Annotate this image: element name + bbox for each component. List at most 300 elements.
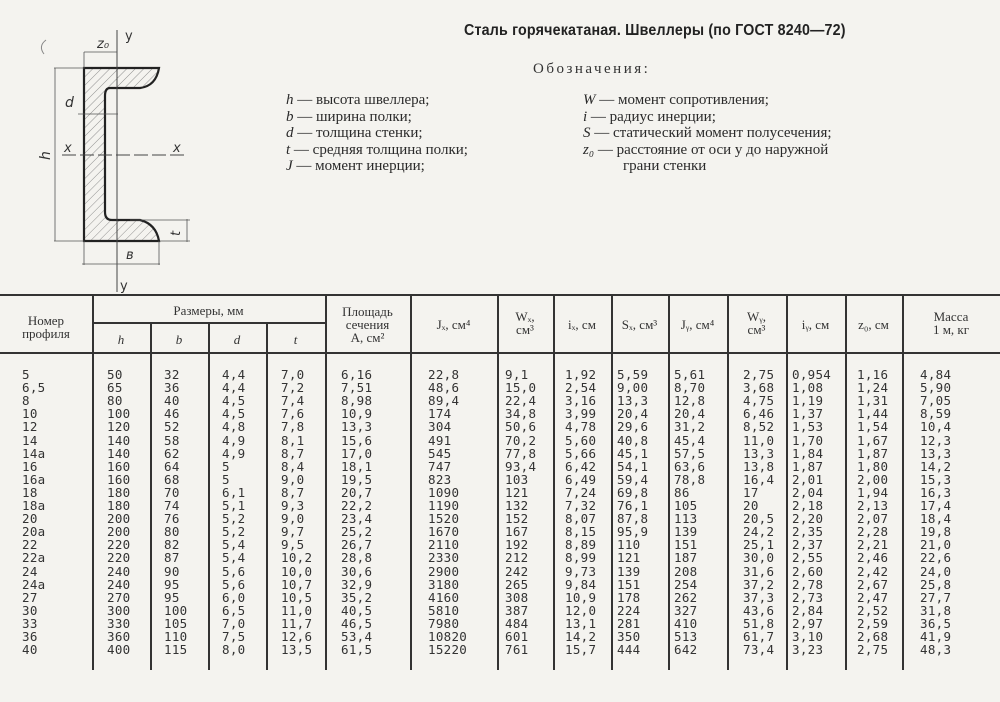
cell-b: 80 xyxy=(164,524,180,540)
cell-area: 35,2 xyxy=(341,589,373,605)
cell-Sx: 76,1 xyxy=(617,498,649,513)
cell-d: 4,5 xyxy=(222,393,246,409)
cell-Sx: 444 xyxy=(617,642,641,658)
cell-b: 58 xyxy=(164,432,180,448)
cell-ix: 4,78 xyxy=(565,419,597,435)
cell-area: 15,6 xyxy=(341,432,373,448)
z0-label: z₀ xyxy=(97,37,110,52)
cell-profile: 14a xyxy=(22,445,46,461)
cell-ix: 8,15 xyxy=(565,524,597,540)
cell-profile: 24a xyxy=(22,576,46,592)
cell-profile: 6,5 xyxy=(22,380,46,396)
column-divider xyxy=(668,294,670,670)
cell-d: 5,4 xyxy=(222,537,246,553)
cell-Sx: 54,1 xyxy=(617,458,649,474)
cell-Jy: 151 xyxy=(674,537,698,553)
cell-z0: 1,67 xyxy=(857,432,889,448)
cell-Jx: 7980 xyxy=(428,615,460,631)
cell-Jy: 254 xyxy=(674,576,698,592)
cell-h: 240 xyxy=(107,576,131,592)
cell-d: 8,0 xyxy=(222,642,246,658)
cell-Jx: 1090 xyxy=(428,484,460,500)
cell-Wx: 103 xyxy=(505,471,529,487)
cell-z0: 1,54 xyxy=(857,419,889,435)
cell-area: 13,3 xyxy=(341,419,373,435)
cell-Sx: 110 xyxy=(617,537,641,553)
cell-iy: 1,37 xyxy=(792,406,824,422)
cell-Wy: 37,2 xyxy=(743,576,775,592)
cell-ix: 3,16 xyxy=(565,393,597,409)
column-divider xyxy=(208,323,210,670)
cell-z0: 2,28 xyxy=(857,524,889,540)
cell-d: 5,2 xyxy=(222,511,246,527)
cell-area: 53,4 xyxy=(341,629,373,644)
cell-z0: 2,47 xyxy=(857,589,889,605)
cell-Sx: 87,8 xyxy=(617,511,649,527)
column-divider xyxy=(786,294,788,670)
cell-Sx: 40,8 xyxy=(617,432,649,448)
cell-mass: 8,59 xyxy=(920,406,952,422)
cell-b: 76 xyxy=(164,511,180,527)
cell-Sx: 121 xyxy=(617,550,641,566)
channel-section-diagram xyxy=(0,0,220,295)
legend-item-b: b — ширина полки; xyxy=(286,108,412,125)
cell-h: 240 xyxy=(107,563,131,579)
column-divider xyxy=(266,323,268,670)
cell-mass: 18,4 xyxy=(920,511,952,527)
cell-mass: 7,05 xyxy=(920,393,952,409)
cell-Sx: 59,4 xyxy=(617,471,649,487)
cell-Wx: 152 xyxy=(505,511,529,527)
cell-Sx: 139 xyxy=(617,563,641,579)
cell-profile: 24 xyxy=(22,563,38,579)
cell-Jx: 747 xyxy=(428,458,452,474)
cell-d: 4,4 xyxy=(222,367,246,382)
cell-b: 62 xyxy=(164,445,180,461)
cell-Wy: 3,68 xyxy=(743,380,775,396)
cell-Jy: 410 xyxy=(674,615,698,631)
y-top-label: y xyxy=(125,29,133,44)
cell-d: 4,9 xyxy=(222,445,246,461)
cell-h: 330 xyxy=(107,615,131,631)
cell-d: 5 xyxy=(222,471,230,487)
cell-Jy: 113 xyxy=(674,511,698,527)
cell-Jx: 89,4 xyxy=(428,393,460,409)
column-divider xyxy=(902,294,904,670)
legend-item-S: S — статический момент полусечения; xyxy=(583,125,832,141)
cell-area: 30,6 xyxy=(341,563,373,579)
cell-iy: 2,97 xyxy=(792,615,824,631)
cell-d: 4,9 xyxy=(222,432,246,448)
cell-d: 5,6 xyxy=(222,576,246,592)
cell-t: 9,0 xyxy=(281,511,305,527)
cell-Sx: 224 xyxy=(617,602,641,618)
header-profile: Номер профиля xyxy=(22,313,70,341)
cell-Wy: 43,6 xyxy=(743,602,775,618)
cell-mass: 16,3 xyxy=(920,484,952,500)
cell-ix: 9,84 xyxy=(565,576,597,592)
cell-Wy: 73,4 xyxy=(743,642,775,658)
cell-h: 200 xyxy=(107,524,131,540)
cell-area: 19,5 xyxy=(341,471,373,487)
cell-mass: 27,7 xyxy=(920,589,952,605)
cell-ix: 7,24 xyxy=(565,484,597,500)
cell-profile: 10 xyxy=(22,406,38,422)
cell-h: 360 xyxy=(107,629,131,644)
cell-h: 200 xyxy=(107,511,131,527)
column-divider xyxy=(92,294,94,670)
cell-Jy: 78,8 xyxy=(674,471,706,487)
cell-z0: 2,68 xyxy=(857,629,889,644)
cell-Jy: 63,6 xyxy=(674,458,706,474)
cell-Jy: 513 xyxy=(674,629,698,644)
header-Jx: Jₓ, см⁴ xyxy=(436,317,471,332)
cell-Jx: 1190 xyxy=(428,498,460,513)
cell-t: 9,0 xyxy=(281,471,305,487)
cell-Jx: 823 xyxy=(428,471,452,487)
cell-ix: 5,66 xyxy=(565,445,597,461)
cell-Sx: 20,4 xyxy=(617,406,649,422)
cell-Sx: 69,8 xyxy=(617,484,649,500)
x-right-label: x xyxy=(173,141,181,156)
cell-Wx: 387 xyxy=(505,602,529,618)
cell-d: 4,4 xyxy=(222,380,246,396)
cell-Wx: 132 xyxy=(505,498,529,513)
cell-t: 8,7 xyxy=(281,445,305,461)
cell-iy: 2,18 xyxy=(792,498,824,513)
legend-right xyxy=(583,92,832,175)
cell-ix: 15,7 xyxy=(565,642,597,658)
cell-Wx: 242 xyxy=(505,563,529,579)
cell-Wx: 9,1 xyxy=(505,367,529,382)
cell-mass: 14,2 xyxy=(920,458,952,474)
cell-t: 11,7 xyxy=(281,615,313,631)
cell-t: 10,2 xyxy=(281,550,313,566)
cell-z0: 2,42 xyxy=(857,563,889,579)
cell-Jx: 2900 xyxy=(428,563,460,579)
cell-profile: 27 xyxy=(22,589,38,605)
cell-Wy: 25,1 xyxy=(743,537,775,553)
cell-iy: 2,37 xyxy=(792,537,824,553)
cell-t: 7,4 xyxy=(281,393,305,409)
cell-Sx: 13,3 xyxy=(617,393,649,409)
cell-Jx: 545 xyxy=(428,445,452,461)
cell-t: 10,5 xyxy=(281,589,313,605)
cell-z0: 1,44 xyxy=(857,406,889,422)
cell-b: 32 xyxy=(164,367,180,382)
legend-item-z0-cont: грани стенки xyxy=(623,158,707,174)
cell-Wx: 167 xyxy=(505,524,529,540)
cell-z0: 2,52 xyxy=(857,602,889,618)
cell-profile: 16 xyxy=(22,458,38,474)
cell-ix: 5,60 xyxy=(565,432,597,448)
cell-b: 36 xyxy=(164,380,180,396)
cell-area: 23,4 xyxy=(341,511,373,527)
cell-mass: 15,3 xyxy=(920,471,952,487)
cell-z0: 2,07 xyxy=(857,511,889,527)
cell-Wx: 265 xyxy=(505,576,529,592)
cell-h: 100 xyxy=(107,406,131,422)
cell-h: 180 xyxy=(107,484,131,500)
cell-Sx: 95,9 xyxy=(617,524,649,540)
cell-h: 160 xyxy=(107,471,131,487)
cell-t: 13,5 xyxy=(281,642,313,658)
cell-Wy: 16,4 xyxy=(743,471,775,487)
cell-area: 46,5 xyxy=(341,615,373,631)
cell-d: 6,0 xyxy=(222,589,246,605)
cell-d: 7,5 xyxy=(222,629,246,644)
cell-h: 80 xyxy=(107,393,123,409)
cell-mass: 13,3 xyxy=(920,445,952,461)
cell-Jx: 1520 xyxy=(428,511,460,527)
legend-item-J: J — момент инерции; xyxy=(286,158,425,174)
cell-b: 64 xyxy=(164,458,180,474)
header-ix: iₓ, см xyxy=(568,317,596,332)
cell-Wy: 51,8 xyxy=(743,615,775,631)
cell-Jy: 642 xyxy=(674,642,698,658)
cell-h: 50 xyxy=(107,367,123,382)
cell-Wx: 70,2 xyxy=(505,432,537,448)
header-b: b xyxy=(175,332,183,347)
cell-profile: 22 xyxy=(22,537,38,553)
cell-Jy: 208 xyxy=(674,563,698,579)
cell-profile: 20a xyxy=(22,524,46,540)
cell-z0: 1,24 xyxy=(857,380,889,396)
cell-Wy: 20 xyxy=(743,498,759,513)
cell-mass: 17,4 xyxy=(920,498,952,513)
cell-ix: 12,0 xyxy=(565,602,597,618)
legend-item-t: t — средняя толщина полки; xyxy=(286,141,468,158)
cell-ix: 6,49 xyxy=(565,471,597,487)
column-divider xyxy=(497,294,499,670)
cell-area: 6,16 xyxy=(341,367,373,382)
cell-Jx: 15220 xyxy=(428,642,468,658)
h-label: h xyxy=(38,151,54,160)
cell-Jx: 1670 xyxy=(428,524,460,540)
cell-Jx: 304 xyxy=(428,419,452,435)
header-h: h xyxy=(117,332,125,347)
cell-Wx: 308 xyxy=(505,589,529,605)
cell-h: 220 xyxy=(107,537,131,553)
cell-z0: 2,46 xyxy=(857,550,889,566)
cell-profile: 36 xyxy=(22,629,38,644)
header-iy: iᵧ, см xyxy=(801,317,830,332)
cell-d: 5,2 xyxy=(222,524,246,540)
cell-d: 7,0 xyxy=(222,615,246,631)
cell-b: 46 xyxy=(164,406,180,422)
cell-area: 26,7 xyxy=(341,537,373,553)
cell-t: 8,1 xyxy=(281,432,305,448)
header-z0: z₀, см xyxy=(858,317,889,332)
cell-mass: 21,0 xyxy=(920,537,952,553)
cell-profile: 12 xyxy=(22,419,38,435)
header-Wx: Wₓ, см³ xyxy=(515,309,535,337)
cell-Sx: 178 xyxy=(617,589,641,605)
cell-ix: 14,2 xyxy=(565,629,597,644)
cell-Wx: 601 xyxy=(505,629,529,644)
header-Jy: Jᵧ, см⁴ xyxy=(680,317,715,332)
legend-left xyxy=(286,92,468,175)
cell-iy: 2,01 xyxy=(792,471,824,487)
y-bottom-label: y xyxy=(120,279,128,294)
cell-Jy: 187 xyxy=(674,550,698,566)
cell-b: 74 xyxy=(164,498,180,513)
cell-mass: 12,3 xyxy=(920,432,952,448)
cell-Jx: 4160 xyxy=(428,589,460,605)
legend-item-h: h — высота швеллера; xyxy=(286,92,430,108)
legend-item-W: W — момент сопротивления; xyxy=(583,92,769,108)
cell-area: 17,0 xyxy=(341,445,373,461)
cell-mass: 10,4 xyxy=(920,419,952,435)
cell-profile: 18 xyxy=(22,484,38,500)
cell-Jy: 20,4 xyxy=(674,406,706,422)
cell-iy: 2,78 xyxy=(792,576,824,592)
cell-Sx: 29,6 xyxy=(617,419,649,435)
cell-h: 140 xyxy=(107,445,131,461)
cell-iy: 2,04 xyxy=(792,484,824,500)
cell-t: 8,7 xyxy=(281,484,305,500)
cell-t: 11,0 xyxy=(281,602,313,618)
column-divider xyxy=(325,294,327,670)
cell-Wy: 6,46 xyxy=(743,406,775,422)
cell-d: 4,8 xyxy=(222,419,246,435)
legend-item-d: d — толщина стенки; xyxy=(286,125,423,141)
t-label: t xyxy=(169,230,184,236)
cell-area: 61,5 xyxy=(341,642,373,658)
cell-profile: 14 xyxy=(22,432,38,448)
cell-area: 25,2 xyxy=(341,524,373,540)
cell-Jx: 2110 xyxy=(428,537,460,553)
cell-z0: 2,67 xyxy=(857,576,889,592)
cell-Sx: 281 xyxy=(617,615,641,631)
cell-b: 95 xyxy=(164,576,180,592)
cell-Wx: 50,6 xyxy=(505,419,537,435)
cell-Wy: 37,3 xyxy=(743,589,775,605)
cell-area: 10,9 xyxy=(341,406,373,422)
cell-d: 6,1 xyxy=(222,484,246,500)
cell-b: 82 xyxy=(164,537,180,553)
cell-ix: 1,92 xyxy=(565,367,597,382)
cell-Jy: 139 xyxy=(674,524,698,540)
cell-ix: 9,73 xyxy=(565,563,597,579)
cell-Jx: 48,6 xyxy=(428,380,460,396)
cell-Jy: 8,70 xyxy=(674,380,706,396)
cell-Sx: 45,1 xyxy=(617,445,649,461)
cell-t: 12,6 xyxy=(281,629,313,644)
cell-Wy: 13,8 xyxy=(743,458,775,474)
cell-Sx: 9,00 xyxy=(617,380,649,396)
cell-Wx: 484 xyxy=(505,615,529,631)
cell-Sx: 151 xyxy=(617,576,641,592)
header-Sx: Sₓ, см³ xyxy=(621,317,658,332)
cell-Wx: 34,8 xyxy=(505,406,537,422)
cell-Jy: 31,2 xyxy=(674,419,706,435)
cell-iy: 1,08 xyxy=(792,380,824,396)
cell-mass: 22,6 xyxy=(920,550,952,566)
cell-b: 100 xyxy=(164,602,188,618)
header-area: Площадь сечения A, см² xyxy=(342,304,393,345)
cell-z0: 1,80 xyxy=(857,458,889,474)
cell-ix: 3,99 xyxy=(565,406,597,422)
cell-ix: 6,42 xyxy=(565,458,597,474)
cell-profile: 40 xyxy=(22,642,38,658)
cell-iy: 3,23 xyxy=(792,642,824,658)
cell-Jy: 327 xyxy=(674,602,698,618)
cell-area: 28,8 xyxy=(341,550,373,566)
cell-profile: 30 xyxy=(22,602,38,618)
cell-Jy: 86 xyxy=(674,484,690,500)
cell-ix: 10,9 xyxy=(565,589,597,605)
cell-Wx: 121 xyxy=(505,484,529,500)
cell-Sx: 5,59 xyxy=(617,367,649,382)
cell-Wy: 13,3 xyxy=(743,445,775,461)
cell-t: 10,7 xyxy=(281,576,313,592)
cell-h: 270 xyxy=(107,589,131,605)
cell-ix: 8,07 xyxy=(565,511,597,527)
cell-Wy: 2,75 xyxy=(743,367,775,382)
cell-z0: 2,59 xyxy=(857,615,889,631)
cell-Wy: 4,75 xyxy=(743,393,775,409)
cell-iy: 1,70 xyxy=(792,432,824,448)
cell-iy: 1,53 xyxy=(792,419,824,435)
column-divider xyxy=(553,294,555,670)
legend-item-z0: z₀ — расстояние от оси y до наружной xyxy=(583,141,829,158)
cell-Wx: 15,0 xyxy=(505,380,537,396)
cell-d: 5,1 xyxy=(222,498,246,513)
legend-item-i: i — радиус инерции; xyxy=(583,108,716,125)
cell-Wy: 17 xyxy=(743,484,759,500)
cell-iy: 2,60 xyxy=(792,563,824,579)
cell-h: 180 xyxy=(107,498,131,513)
d-label: d xyxy=(65,95,74,111)
cell-b: 87 xyxy=(164,550,180,566)
cell-t: 8,4 xyxy=(281,458,305,474)
cell-area: 8,98 xyxy=(341,393,373,409)
cell-Wx: 77,8 xyxy=(505,445,537,461)
cell-b: 52 xyxy=(164,419,180,435)
cell-h: 160 xyxy=(107,458,131,474)
cell-z0: 1,31 xyxy=(857,393,889,409)
cell-area: 40,5 xyxy=(341,602,373,618)
cell-b: 115 xyxy=(164,642,188,658)
cell-Wy: 30,0 xyxy=(743,550,775,566)
cell-Wy: 31,6 xyxy=(743,563,775,579)
header-d: d xyxy=(233,332,241,347)
cell-mass: 48,3 xyxy=(920,642,952,658)
column-divider xyxy=(845,294,847,670)
cell-iy: 2,55 xyxy=(792,550,824,566)
cell-b: 70 xyxy=(164,484,180,500)
cell-mass: 19,8 xyxy=(920,524,952,540)
cell-iy: 2,84 xyxy=(792,602,824,618)
cell-Jx: 10820 xyxy=(428,629,468,644)
cell-Jy: 57,5 xyxy=(674,445,706,461)
cell-profile: 33 xyxy=(22,615,38,631)
cell-Jy: 12,8 xyxy=(674,393,706,409)
cell-t: 7,8 xyxy=(281,419,305,435)
cell-b: 90 xyxy=(164,563,180,579)
cell-Jx: 174 xyxy=(428,406,452,422)
cell-iy: 1,19 xyxy=(792,393,824,409)
cell-mass: 41,9 xyxy=(920,629,952,644)
cell-ix: 8,89 xyxy=(565,537,597,553)
cell-h: 220 xyxy=(107,550,131,566)
b-label: в xyxy=(126,248,134,263)
cell-ix: 13,1 xyxy=(565,615,597,631)
cell-mass: 4,84 xyxy=(920,367,952,382)
cell-profile: 8 xyxy=(22,393,30,409)
header-t: t xyxy=(293,332,298,347)
